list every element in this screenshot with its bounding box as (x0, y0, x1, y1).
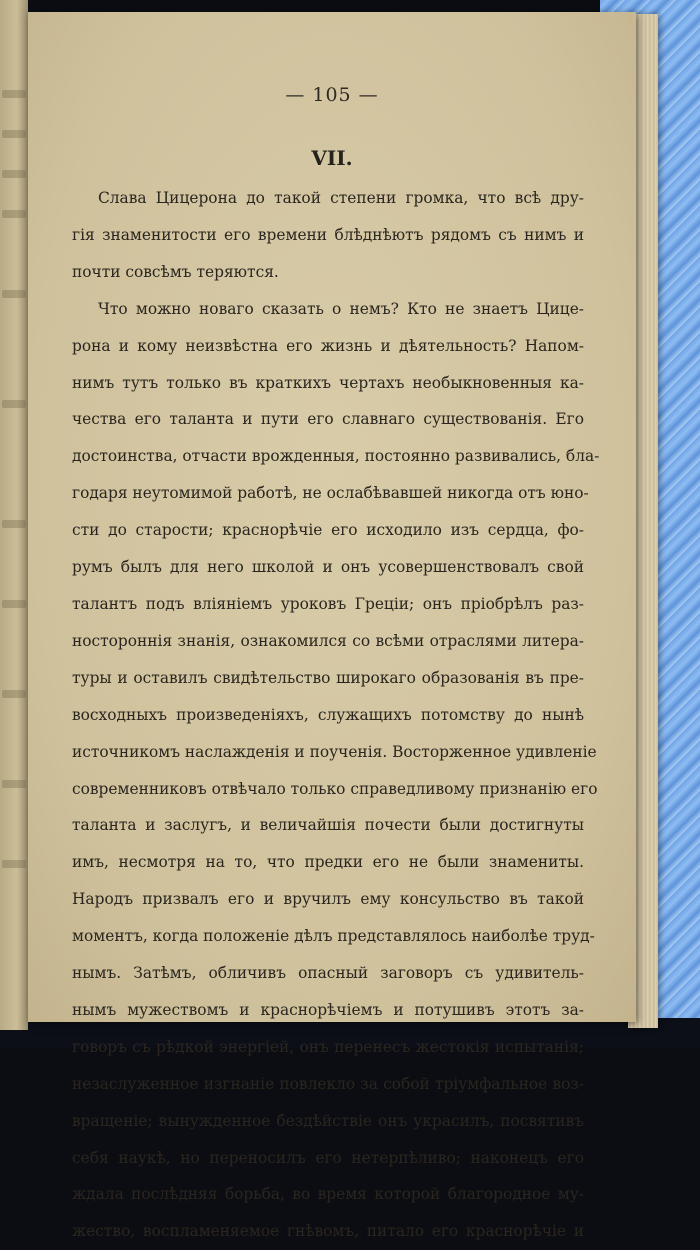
text-fragment (2, 600, 26, 608)
text-line: румъ былъ для него школой и онъ усовершенствовалъ свой (72, 558, 584, 577)
text-line: моментъ, когда положеніе дѣлъ представлялось наиболѣе труд- (72, 927, 595, 946)
text-line: ждала послѣдняя борьба, во время которой благородное му- (72, 1185, 584, 1204)
text-fragment (2, 780, 26, 788)
text-fragment (2, 170, 26, 178)
chapter-heading: VII. (311, 146, 353, 170)
text-line: Народъ призвалъ его и вручилъ ему консульство въ такой (72, 890, 584, 909)
text-line: жество, воспламеняемое гнѣвомъ, питало его краснорѣчіе и (72, 1222, 584, 1241)
text-line: гія знаменитости его времени блѣднѣютъ рядомъ съ нимъ и (72, 225, 584, 244)
text-line: Слава Цицерона до такой степени громка, что всѣ дру- (98, 189, 584, 207)
text-line: незаслуженное изгнаніе повлекло за собой тріумфальное воз- (72, 1074, 584, 1093)
text-fragment (2, 690, 26, 698)
text-line: годаря неутомимой работѣ, не ослабѣвавшей никогда отъ юно- (72, 484, 589, 503)
text-line: нымъ мужествомъ и краснорѣчіемъ и потушивъ этотъ за- (72, 1000, 584, 1019)
text-fragment (2, 520, 26, 528)
text-line: имъ, несмотря на то, что предки его не были знамениты. (72, 853, 584, 872)
text-fragment (2, 130, 26, 138)
text-line: таланта и заслугъ, и величайшія почести были достигнуты (72, 816, 584, 835)
text-line: достоинства, отчасти врожденныя, постоянно развивались, бла- (72, 447, 600, 466)
text-line: источникомъ наслажденія и поученія. Восторженное удивленіе (72, 742, 597, 761)
text-line: талантъ подъ вліяніемъ уроковъ Греціи; онъ пріобрѣлъ раз- (72, 594, 584, 613)
text-line: рона и кому неизвѣстна его жизнь и дѣятельность? Напом- (72, 336, 584, 355)
text-line: сти до старости; краснорѣчіе его исходило изъ сердца, фо- (72, 521, 584, 540)
page-number: — 105 — (285, 84, 379, 106)
text-line: восходныхъ произведеніяхъ, служащихъ потомству до нынѣ (72, 705, 584, 724)
text-line: нымъ. Затѣмъ, обличивъ опасный заговоръ съ удивитель- (72, 964, 584, 983)
previous-page-edge (0, 0, 28, 1030)
text-line: современниковъ отвѣчало только справедливому признанію его (72, 779, 598, 798)
text-fragment (2, 290, 26, 298)
text-line: Что можно новаго сказать о немъ? Кто не знаетъ Цице- (98, 299, 584, 318)
book-page (28, 12, 636, 1241)
body-text (72, 180, 600, 1250)
text-fragment (2, 860, 26, 868)
text-fragment (2, 210, 26, 218)
text-line: ностороннія знанія, ознакомился со всѣми отраслями литера- (72, 631, 584, 650)
text-fragment (2, 400, 26, 408)
text-line: говоръ съ рѣдкой энергіей, онъ перенесъ жестокія испытанія; (72, 1037, 584, 1056)
text-line: себя наукѣ, но переносилъ его нетерпѣливо; наконецъ его (72, 1148, 584, 1167)
text-line: почти совсѣмъ теряются. (72, 262, 279, 281)
text-line: чества его таланта и пути его славнаго существованія. Его (72, 410, 584, 429)
text-line: туры и оставилъ свидѣтельство широкаго образованія въ пре- (72, 668, 584, 687)
text-fragment (2, 90, 26, 98)
text-line: нимъ тутъ только въ краткихъ чертахъ необыкновенныя ка- (72, 373, 584, 392)
text-line: вращеніе; вынужденное бездѣйствіе онъ украсилъ, посвятивъ (72, 1111, 584, 1130)
